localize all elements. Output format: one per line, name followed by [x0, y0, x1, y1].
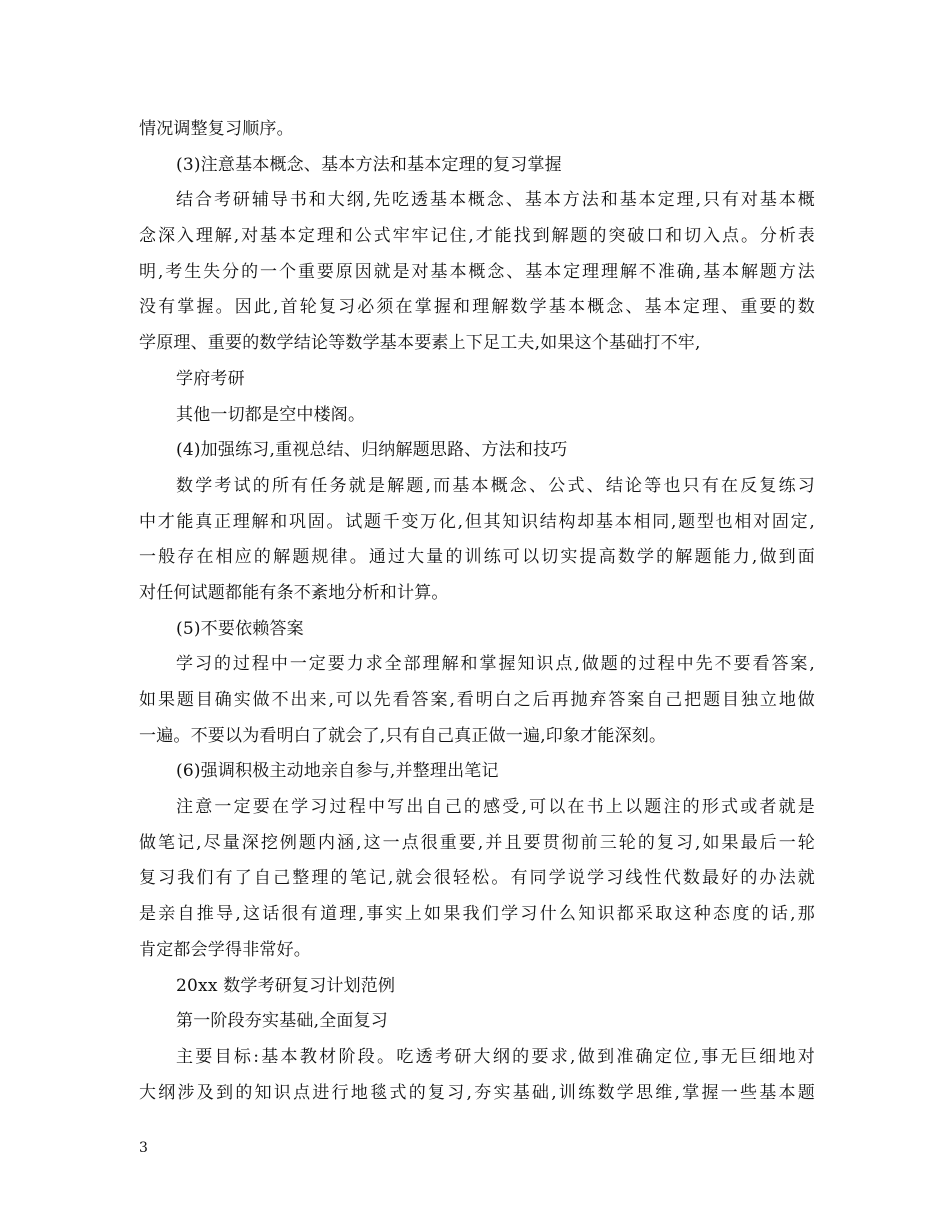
text-line: 主要目标:基本教材阶段。吃透考研大纲的要求,做到准确定位,事无巨细地对 — [176, 1046, 815, 1067]
text-line: 学原理、重要的数学结论等数学基本要素上下足工夫,如果这个基础打不牢, — [139, 333, 701, 354]
text-line: 其他一切都是空中楼阁。 — [176, 404, 366, 425]
text-line: 没有掌握。因此,首轮复习必须在掌握和理解数学基本概念、基本定理、重要的数 — [139, 297, 815, 318]
section-heading-3: (3)注意基本概念、基本方法和基本定理的复习掌握 — [176, 154, 562, 175]
text-line: 情况调整复习顺序。 — [139, 119, 294, 139]
text-line: 肯定都会学得非常好。 — [139, 939, 311, 960]
body-text — [139, 112, 815, 1111]
text-line: 学习的过程中一定要力求全部理解和掌握知识点,做题的过程中先不要看答案, — [176, 654, 815, 675]
text-line: 是亲自推导,这话很有道理,事实上如果我们学习什么知识都采取这种态度的话,那 — [139, 904, 815, 925]
text-line: 明,考生失分的一个重要原因就是对基本概念、基本定理理解不准确,基本解题方法 — [139, 261, 815, 282]
text-line: 学府考研 — [176, 368, 245, 389]
text-line: 如果题目确实做不出来,可以先看答案,看明白之后再抛弃答案自己把题目独立地做 — [139, 690, 815, 710]
text-line: 做笔记,尽量深挖例题内涵,这一点很重要,并且要贯彻前三轮的复习,如果最后一轮 — [139, 832, 815, 853]
text-line: 对任何试题都能有条不紊地分析和计算。 — [139, 582, 449, 603]
text-line: 复习我们有了自己整理的笔记,就会很轻松。有同学说学习线性代数最好的办法就 — [139, 868, 815, 889]
section-heading-5: (5)不要依赖答案 — [176, 618, 304, 639]
text-line: 大纲涉及到的知识点进行地毯式的复习,夯实基础,训练数学思维,掌握一些基本题 — [139, 1082, 815, 1103]
text-line: 注意一定要在学习过程中写出自己的感受,可以在书上以题注的形式或者就是 — [176, 797, 815, 818]
text-line: 一遍。不要以为看明白了就会了,只有自己真正做一遍,印象才能深刻。 — [139, 725, 667, 746]
plan-title: 20xx 数学考研复习计划范例 — [176, 975, 396, 996]
section-heading-6: (6)强调积极主动地亲自参与,并整理出笔记 — [176, 761, 499, 782]
text-line: 中才能真正理解和巩固。试题千变万化,但其知识结构却基本相同,题型也相对固定, — [139, 511, 815, 532]
text-line: 一般存在相应的解题规律。通过大量的训练可以切实提高数学的解题能力,做到面 — [139, 547, 815, 568]
text-line: 数学考试的所有任务就是解题,而基本概念、公式、结论等也只有在反复练习 — [176, 475, 815, 496]
page-number: 3 — [139, 1140, 148, 1156]
text-line: 念深入理解,对基本定理和公式牢牢记住,才能找到解题的突破口和切入点。分析表 — [139, 226, 815, 247]
section-heading-4: (4)加强练习,重视总结、归纳解题思路、方法和技巧 — [176, 440, 568, 461]
text-line: 结合考研辅导书和大纲,先吃透基本概念、基本方法和基本定理,只有对基本概 — [176, 190, 815, 211]
stage-heading: 第一阶段夯实基础,全面复习 — [176, 1011, 389, 1032]
